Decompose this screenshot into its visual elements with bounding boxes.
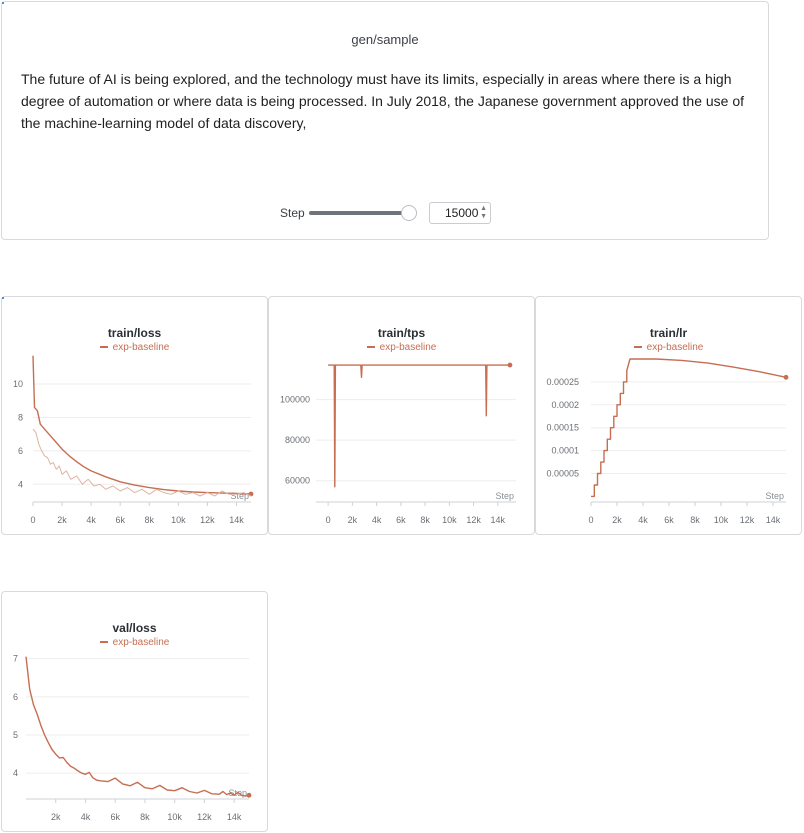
train-loss-plot[interactable]: [2, 297, 269, 536]
x-tick-label: 0: [588, 515, 594, 525]
legend-label: exp-baseline: [112, 637, 170, 648]
x-tick-label: 6k: [396, 515, 406, 525]
sample-panel: [1, 1, 769, 240]
x-tick-label: 10k: [171, 515, 186, 525]
x-tick-label: 14k: [765, 515, 781, 525]
chart-panel-train-loss: [1, 296, 268, 535]
chart-title: train/tps: [377, 326, 426, 340]
y-tick-label: 0.00005: [546, 468, 579, 479]
x-tick-label: 2k: [57, 515, 67, 525]
x-tick-label: 6k: [110, 812, 120, 822]
x-axis-label: Step: [495, 491, 514, 501]
x-tick-label: 8k: [690, 515, 700, 525]
x-tick-label: 12k: [739, 515, 755, 525]
y-tick-label: 6: [12, 691, 18, 702]
y-tick-label: 60000: [284, 475, 310, 486]
x-tick-label: 10k: [167, 812, 182, 822]
train-tps-plot[interactable]: [269, 297, 536, 536]
panel-drag-handle[interactable]: [2, 2, 4, 4]
y-tick-label: 4: [17, 479, 23, 490]
chart-panel-train-tps: [268, 296, 535, 535]
series-end-point[interactable]: [247, 793, 252, 798]
series-line[interactable]: [328, 365, 510, 487]
sample-text: The future of AI is being explored, and the technology must have its limits, especially in areas where there is a high degree of automation or where data is being processed. In July 2018, the Japanese government approved the use of the machine-learning model of data discovery,: [21, 71, 745, 131]
x-tick-label: 4k: [80, 812, 91, 822]
x-tick-label: 14k: [226, 812, 242, 822]
chart-title: train/loss: [107, 326, 162, 340]
slider-track[interactable]: [309, 211, 409, 215]
x-axis-label: Step: [228, 788, 247, 798]
val-loss-plot[interactable]: [2, 592, 269, 833]
step-input[interactable]: [429, 202, 491, 224]
series-line[interactable]: [26, 657, 249, 796]
y-tick-label: 8: [17, 412, 23, 423]
x-tick-label: 4k: [638, 515, 648, 525]
x-tick-label: 4k: [371, 515, 382, 525]
series-line[interactable]: [33, 356, 251, 494]
step-slider[interactable]: [309, 205, 419, 221]
x-tick-label: 10k: [442, 515, 457, 525]
x-tick-label: 8k: [140, 812, 150, 822]
series-end-point[interactable]: [508, 363, 513, 368]
x-tick-label: 2k: [347, 515, 358, 525]
step-label: Step: [280, 206, 305, 220]
chart-title: train/lr: [649, 326, 688, 340]
x-tick-label: 6k: [115, 515, 125, 525]
legend-label: exp-baseline: [379, 342, 437, 353]
y-tick-label: 0.0002: [551, 399, 579, 410]
x-tick-label: 8k: [144, 515, 155, 525]
y-tick-label: 100000: [279, 394, 310, 405]
y-tick-label: 0.00025: [546, 376, 579, 387]
y-tick-label: 7: [12, 653, 18, 664]
x-tick-label: 12k: [197, 812, 212, 822]
chart-panel-train-lr: [535, 296, 802, 535]
y-tick-label: 4: [12, 768, 18, 779]
y-tick-label: 0.00015: [546, 422, 579, 433]
chart-panel-val-loss: [1, 591, 268, 832]
y-tick-label: 80000: [284, 435, 310, 446]
y-tick-label: 6: [17, 445, 23, 456]
x-tick-label: 14k: [490, 515, 506, 525]
gridlines: [33, 384, 251, 484]
x-tick-label: 14k: [229, 515, 244, 525]
y-tick-label: 10: [12, 379, 23, 390]
x-tick-label: 6k: [664, 515, 674, 525]
x-tick-label: 12k: [466, 515, 481, 525]
x-tick-label: 2k: [50, 812, 61, 822]
chart-title: val/loss: [112, 621, 157, 635]
x-tick-label: 0: [325, 515, 331, 525]
x-tick-label: 0: [30, 515, 36, 525]
step-input-value: 15000: [445, 206, 479, 220]
sample-title: gen/sample: [351, 32, 419, 47]
x-axis-label: Step: [765, 491, 784, 501]
series-end-point[interactable]: [784, 375, 789, 380]
x-tick-label: 12k: [200, 515, 215, 525]
legend-label: exp-baseline: [112, 342, 170, 353]
legend-label: exp-baseline: [646, 342, 704, 353]
y-tick-label: 5: [12, 730, 18, 740]
slider-thumb[interactable]: [401, 205, 417, 221]
y-tick-label: 0.0001: [551, 445, 579, 456]
x-tick-label: 8k: [420, 515, 430, 525]
x-tick-label: 4k: [86, 515, 96, 525]
train-lr-plot[interactable]: [536, 297, 803, 536]
gridlines: [26, 659, 249, 774]
x-tick-label: 10k: [713, 515, 729, 525]
x-tick-label: 2k: [612, 515, 622, 525]
x-axis-label: Step: [230, 491, 249, 501]
step-spinner[interactable]: ▲ ▼: [480, 205, 487, 220]
